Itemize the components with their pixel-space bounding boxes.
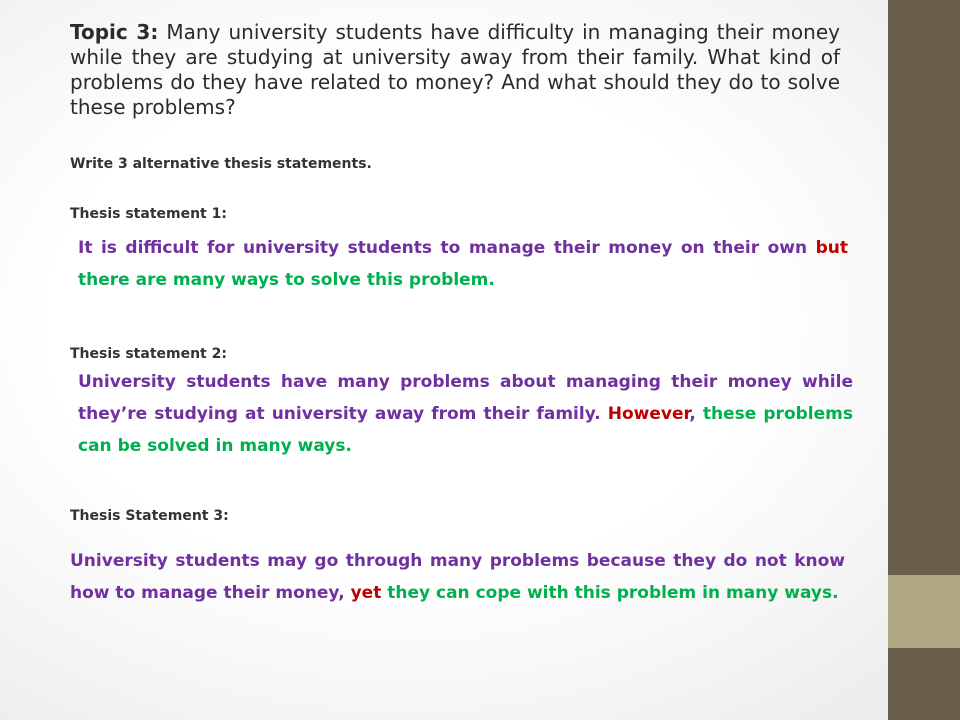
side-bar-bottom-segment bbox=[888, 648, 960, 720]
thesis-3-problem-punct: , bbox=[338, 583, 351, 603]
thesis-2-solution-clause: these problems can be solved in many ways. bbox=[78, 404, 853, 456]
decorative-side-bar bbox=[888, 0, 960, 720]
thesis-statement-2-label: Thesis statement 2: bbox=[70, 346, 227, 362]
thesis-statement-1 bbox=[78, 232, 848, 296]
thesis-2-problem-clause: University students have many problems about managing their money while they’re studying at university away from their family. bbox=[78, 372, 853, 424]
thesis-2-connector-punct: , bbox=[689, 404, 696, 424]
thesis-statement-1-label: Thesis statement 1: bbox=[70, 206, 227, 222]
thesis-statement-2 bbox=[78, 366, 853, 462]
side-bar-accent-segment bbox=[888, 575, 960, 648]
topic-paragraph bbox=[70, 20, 840, 120]
thesis-statement-3 bbox=[70, 545, 845, 609]
topic-label: Topic 3: bbox=[70, 20, 159, 44]
thesis-3-solution-clause: they can cope with this problem in many ways. bbox=[381, 583, 839, 603]
thesis-statement-3-label: Thesis Statement 3: bbox=[70, 508, 229, 524]
thesis-1-connector: but bbox=[815, 238, 848, 258]
thesis-2-connector: However bbox=[607, 404, 690, 424]
topic-text: Many university students have difficulty in managing their money while they are studying at university away from their family. What kind of problems do they have related to money? And what should they do to solve these problems? bbox=[70, 20, 840, 119]
thesis-3-problem-clause: University students may go through many problems because they do not know how to manage their money bbox=[70, 551, 845, 603]
thesis-1-solution-clause: there are many ways to solve this problem. bbox=[78, 270, 495, 290]
thesis-3-connector: yet bbox=[350, 583, 382, 603]
thesis-1-problem-clause: It is difficult for university students to manage their money on their own bbox=[78, 238, 816, 258]
instruction-text: Write 3 alternative thesis statements. bbox=[70, 156, 372, 172]
side-bar-top-segment bbox=[888, 0, 960, 575]
